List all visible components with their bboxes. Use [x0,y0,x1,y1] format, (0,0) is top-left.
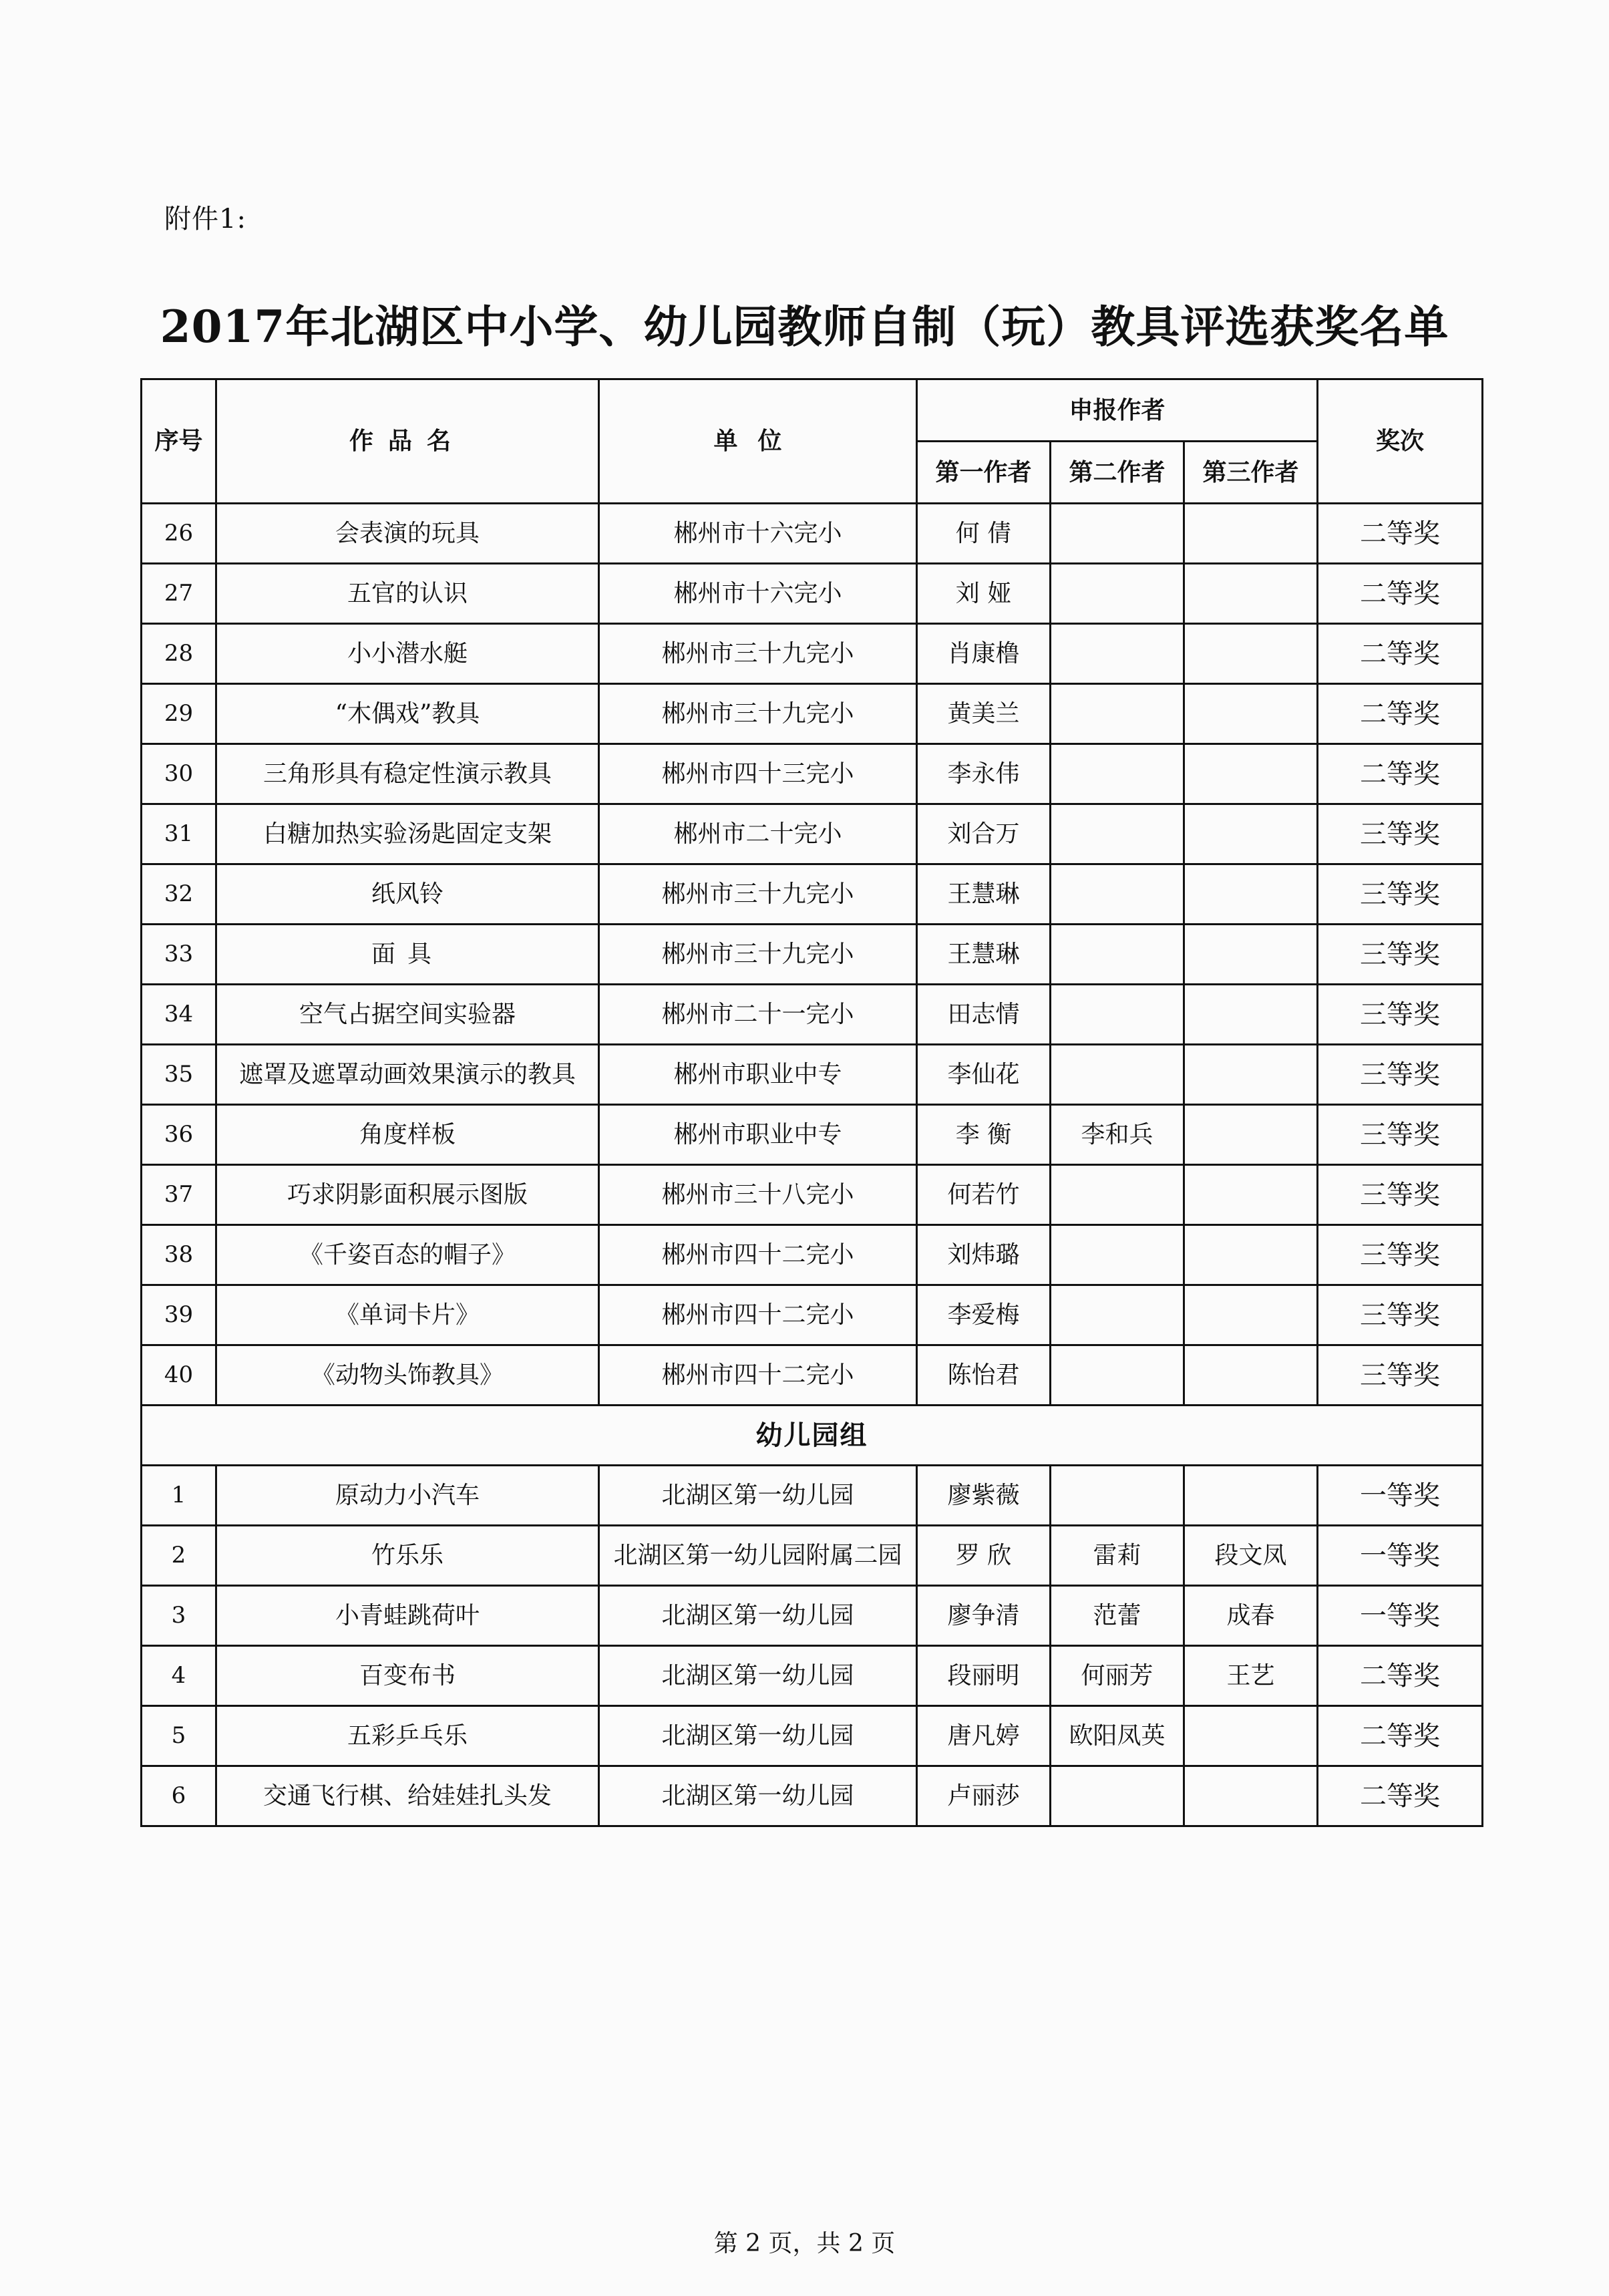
first-author-cell: 廖紫薇 [917,1466,1051,1526]
first-author-cell: 李永伟 [917,744,1051,804]
award-cell: 二等奖 [1318,684,1483,744]
unit-cell: 郴州市三十九完小 [599,864,917,925]
award-cell: 二等奖 [1318,744,1483,804]
third-author-cell [1184,925,1318,985]
third-author-cell [1184,1766,1318,1826]
work-cell: 小小潜水艇 [216,624,599,684]
first-author-cell: 李仙花 [917,1045,1051,1105]
second-author-cell [1051,864,1184,925]
second-author-cell [1051,684,1184,744]
table-row [142,1466,1483,1526]
third-author-cell [1184,744,1318,804]
work-cell: 竹乐乐 [216,1526,599,1586]
work-cell: 空气占据空间实验器 [216,985,599,1045]
unit-cell: 北湖区第一幼儿园 [599,1706,917,1766]
second-author-cell: 何丽芳 [1051,1646,1184,1706]
header-unit: 单位 [599,379,917,504]
second-author-cell [1051,624,1184,684]
table-row [142,564,1483,624]
third-author-cell: 王艺 [1184,1646,1318,1706]
table-row [142,744,1483,804]
third-author-cell: 成春 [1184,1586,1318,1646]
unit-cell: 北湖区第一幼儿园 [599,1466,917,1526]
first-author-cell: 李 衡 [917,1105,1051,1165]
table-row [142,1586,1483,1646]
seq-cell: 3 [142,1586,216,1646]
first-author-cell: 李爱梅 [917,1285,1051,1345]
first-author-cell: 卢丽莎 [917,1766,1051,1826]
seq-cell: 35 [142,1045,216,1105]
seq-cell: 37 [142,1165,216,1225]
first-author-cell: 刘炜璐 [917,1225,1051,1285]
seq-cell: 29 [142,684,216,744]
table-row [142,684,1483,744]
work-cell: 五彩乒乓乐 [216,1706,599,1766]
school-rows [142,504,1483,1406]
second-author-cell: 范蕾 [1051,1586,1184,1646]
first-author-cell: 刘 娅 [917,564,1051,624]
table-row [142,1225,1483,1285]
seq-cell: 26 [142,504,216,564]
seq-cell: 40 [142,1345,216,1406]
first-author-cell: 何若竹 [917,1165,1051,1225]
award-cell: 一等奖 [1318,1586,1483,1646]
second-author-cell [1051,1045,1184,1105]
unit-cell: 郴州市四十二完小 [599,1225,917,1285]
group-label: 幼儿园组 [142,1406,1483,1466]
unit-cell: 郴州市二十一完小 [599,985,917,1045]
table-row [142,1706,1483,1766]
second-author-cell [1051,925,1184,985]
award-cell: 三等奖 [1318,864,1483,925]
document-title: 2017年北湖区中小学、幼儿园教师自制（玩）教具评选获奖名单 [160,301,1449,353]
second-author-cell [1051,985,1184,1045]
second-author-cell [1051,1766,1184,1826]
third-author-cell [1184,1105,1318,1165]
table-row [142,1766,1483,1826]
first-author-cell: 黄美兰 [917,684,1051,744]
header-second-author: 第二作者 [1051,442,1184,504]
table-row [142,504,1483,564]
award-cell: 二等奖 [1318,1766,1483,1826]
work-cell: “木偶戏”教具 [216,684,599,744]
table-row [142,1285,1483,1345]
table-row [142,925,1483,985]
second-author-cell [1051,1165,1184,1225]
table-row [142,1165,1483,1225]
unit-cell: 北湖区第一幼儿园 [599,1646,917,1706]
table-row [142,1105,1483,1165]
seq-cell: 27 [142,564,216,624]
third-author-cell [1184,1466,1318,1526]
first-author-cell: 肖康橹 [917,624,1051,684]
header-work: 作品名 [216,379,599,504]
work-cell: 五官的认识 [216,564,599,624]
third-author-cell: 段文凤 [1184,1526,1318,1586]
unit-cell: 郴州市三十九完小 [599,925,917,985]
seq-cell: 6 [142,1766,216,1826]
third-author-cell [1184,1225,1318,1285]
seq-cell: 5 [142,1706,216,1766]
unit-cell: 郴州市四十三完小 [599,744,917,804]
award-cell: 三等奖 [1318,1285,1483,1345]
seq-cell: 32 [142,864,216,925]
second-author-cell [1051,504,1184,564]
first-author-cell: 王慧琳 [917,925,1051,985]
third-author-cell [1184,864,1318,925]
award-cell: 二等奖 [1318,624,1483,684]
work-cell: 原动力小汽车 [216,1466,599,1526]
work-cell: 会表演的玩具 [216,504,599,564]
work-cell: 纸风铃 [216,864,599,925]
seq-cell: 2 [142,1526,216,1586]
third-author-cell [1184,804,1318,864]
unit-cell: 郴州市三十八完小 [599,1165,917,1225]
award-cell: 三等奖 [1318,1105,1483,1165]
first-author-cell: 罗 欣 [917,1526,1051,1586]
work-cell: 角度样板 [216,1105,599,1165]
table-row [142,1526,1483,1586]
third-author-cell [1184,504,1318,564]
second-author-cell [1051,1285,1184,1345]
second-author-cell: 李和兵 [1051,1105,1184,1165]
table-row [142,985,1483,1045]
award-cell: 三等奖 [1318,1345,1483,1406]
seq-cell: 33 [142,925,216,985]
third-author-cell [1184,1706,1318,1766]
header-first-author: 第一作者 [917,442,1051,504]
unit-cell: 郴州市三十九完小 [599,624,917,684]
table-row [142,804,1483,864]
award-cell: 二等奖 [1318,504,1483,564]
work-cell: 遮罩及遮罩动画效果演示的教具 [216,1045,599,1105]
award-cell: 三等奖 [1318,985,1483,1045]
seq-cell: 28 [142,624,216,684]
second-author-cell: 欧阳凤英 [1051,1706,1184,1766]
work-cell: 《动物头饰教具》 [216,1345,599,1406]
award-cell: 二等奖 [1318,1706,1483,1766]
award-cell: 一等奖 [1318,1466,1483,1526]
work-cell: 面具 [216,925,599,985]
seq-cell: 36 [142,1105,216,1165]
seq-cell: 34 [142,985,216,1045]
seq-cell: 4 [142,1646,216,1706]
third-author-cell [1184,1045,1318,1105]
table-row [142,624,1483,684]
award-cell: 二等奖 [1318,1646,1483,1706]
award-cell: 三等奖 [1318,1165,1483,1225]
first-author-cell: 何 倩 [917,504,1051,564]
first-author-cell: 廖争清 [917,1586,1051,1646]
third-author-cell [1184,1165,1318,1225]
third-author-cell [1184,564,1318,624]
seq-cell: 31 [142,804,216,864]
header-award: 奖次 [1318,379,1483,504]
first-author-cell: 陈怡君 [917,1345,1051,1406]
award-cell: 二等奖 [1318,564,1483,624]
work-cell: 百变布书 [216,1646,599,1706]
unit-cell: 北湖区第一幼儿园 [599,1766,917,1826]
unit-cell: 郴州市四十二完小 [599,1285,917,1345]
header-seq: 序号 [142,379,216,504]
unit-cell: 郴州市职业中专 [599,1105,917,1165]
page-footer: 第 2 页，共 2 页 [713,2230,896,2257]
second-author-cell [1051,744,1184,804]
work-cell: 交通飞行棋、给娃娃扎头发 [216,1766,599,1826]
kindergarten-rows [142,1466,1483,1826]
seq-cell: 38 [142,1225,216,1285]
first-author-cell: 田志情 [917,985,1051,1045]
third-author-cell [1184,624,1318,684]
table-row [142,864,1483,925]
work-cell: 白糖加热实验汤匙固定支架 [216,804,599,864]
unit-cell: 郴州市三十九完小 [599,684,917,744]
first-author-cell: 段丽明 [917,1646,1051,1706]
unit-cell: 郴州市四十二完小 [599,1345,917,1406]
group-row [142,1406,1483,1466]
third-author-cell [1184,684,1318,744]
second-author-cell: 雷莉 [1051,1526,1184,1586]
third-author-cell [1184,1285,1318,1345]
award-cell: 一等奖 [1318,1526,1483,1586]
first-author-cell: 王慧琳 [917,864,1051,925]
unit-cell: 郴州市职业中专 [599,1045,917,1105]
award-cell: 三等奖 [1318,804,1483,864]
table-row [142,1045,1483,1105]
seq-cell: 39 [142,1285,216,1345]
award-cell: 三等奖 [1318,1225,1483,1285]
second-author-cell [1051,1345,1184,1406]
attachment-label: 附件1: [164,204,246,234]
header-authors: 申报作者 [917,379,1318,442]
seq-cell: 30 [142,744,216,804]
third-author-cell [1184,985,1318,1045]
work-cell: 《千姿百态的帽子》 [216,1225,599,1285]
second-author-cell [1051,1225,1184,1285]
table-row [142,1345,1483,1406]
table-row [142,1646,1483,1706]
seq-cell: 1 [142,1466,216,1526]
third-author-cell [1184,1345,1318,1406]
work-cell: 《单词卡片》 [216,1285,599,1345]
first-author-cell: 刘合万 [917,804,1051,864]
unit-cell: 郴州市十六完小 [599,564,917,624]
first-author-cell: 唐凡婷 [917,1706,1051,1766]
unit-cell: 郴州市二十完小 [599,804,917,864]
award-cell: 三等奖 [1318,925,1483,985]
second-author-cell [1051,1466,1184,1526]
work-cell: 三角形具有稳定性演示教具 [216,744,599,804]
awards-table [140,378,1483,1827]
unit-cell: 郴州市十六完小 [599,504,917,564]
unit-cell: 北湖区第一幼儿园 [599,1586,917,1646]
award-cell: 三等奖 [1318,1045,1483,1105]
work-cell: 巧求阴影面积展示图版 [216,1165,599,1225]
work-cell: 小青蛙跳荷叶 [216,1586,599,1646]
unit-cell: 北湖区第一幼儿园附属二园 [599,1526,917,1586]
header-third-author: 第三作者 [1184,442,1318,504]
second-author-cell [1051,564,1184,624]
second-author-cell [1051,804,1184,864]
